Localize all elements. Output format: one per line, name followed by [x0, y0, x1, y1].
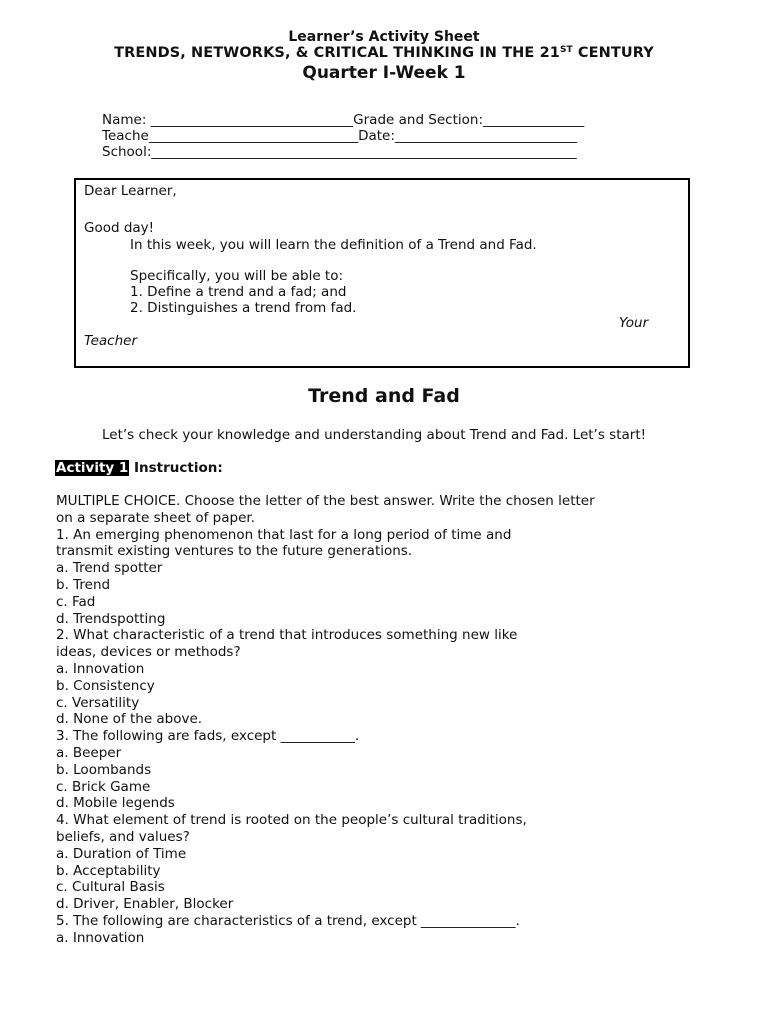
question-line: c. Fad: [56, 593, 96, 610]
question-line: c. Brick Game: [56, 778, 151, 795]
question-line: b. Consistency: [56, 677, 155, 694]
question-line: 2. What characteristic of a trend that introduces something new like: [56, 627, 518, 644]
question-line: 4. What element of trend is rooted on the people’s cultural traditions,: [56, 812, 527, 829]
subject-title-main: TRENDS, NETWORKS, & CRITICAL THINKING IN THE 21: [114, 45, 560, 61]
teacher-date-field: Teache_______________________________Date:___________________________: [102, 128, 578, 144]
letter-objective-1: 1. Define a trend and a fad; and: [130, 284, 347, 300]
school-field: School:_______________________________________________________________: [102, 144, 577, 160]
quarter-title: Quarter I-Week 1: [302, 63, 466, 83]
question-line: b. Acceptability: [56, 862, 161, 879]
question-line: a. Duration of Time: [56, 845, 187, 862]
question-line: 3. The following are fads, except ___________.: [56, 728, 360, 745]
letter-specific: Specifically, you will be able to:: [130, 268, 344, 284]
letter-signature-your: Your: [619, 315, 649, 331]
subject-title: [0, 45, 768, 61]
question-line: d. Driver, Enabler, Blocker: [56, 896, 234, 913]
question-line: beliefs, and values?: [56, 829, 190, 845]
activity-heading: [55, 460, 223, 476]
question-line: transmit existing ventures to the future generations.: [56, 543, 413, 560]
section-intro: Let’s check your knowledge and understanding about Trend and Fad. Let’s start!: [102, 427, 647, 443]
question-line: MULTIPLE CHOICE. Choose the letter of the best answer. Write the chosen letter: [56, 493, 595, 509]
question-line: 5. The following are characteristics of a trend, except ______________.: [56, 913, 520, 929]
sheet-title: Learner’s Activity Sheet: [288, 29, 480, 45]
letter-greeting: Dear Learner,: [84, 183, 177, 199]
letter-intro: In this week, you will learn the definition of a Trend and Fad.: [130, 237, 537, 253]
section-title: Trend and Fad: [308, 385, 460, 407]
letter-good-day: Good day!: [84, 220, 155, 236]
question-line: a. Beeper: [56, 745, 122, 761]
question-line: c. Versatility: [56, 694, 140, 711]
question-line: a. Trend spotter: [56, 560, 163, 577]
question-line: on a separate sheet of paper.: [56, 509, 255, 526]
question-line: a. Innovation: [56, 929, 145, 946]
letter-objective-2: 2. Distinguishes a trend from fad.: [130, 300, 357, 316]
learner-letter-box: [74, 178, 690, 368]
activity-badge: Activity 1: [56, 460, 129, 476]
letter-signature-teacher: Teacher: [84, 333, 137, 349]
question-line: 1. An emerging phenomenon that last for a long period of time and: [56, 526, 512, 543]
question-line: a. Innovation: [56, 661, 145, 677]
name-grade-field: Name: ______________________________Grade and Section:_______________: [102, 112, 585, 128]
activity-instruction-label: Instruction:: [129, 460, 223, 476]
question-line: d. Trendspotting: [56, 610, 166, 627]
question-line: c. Cultural Basis: [56, 879, 165, 896]
question-line: b. Loombands: [56, 761, 152, 778]
question-line: b. Trend: [56, 577, 111, 593]
question-line: d. Mobile legends: [56, 795, 175, 812]
subject-title-end: CENTURY: [572, 45, 654, 61]
question-line: ideas, devices or methods?: [56, 644, 241, 661]
subject-title-superscript: ST: [559, 45, 573, 55]
question-line: d. None of the above.: [56, 711, 203, 728]
